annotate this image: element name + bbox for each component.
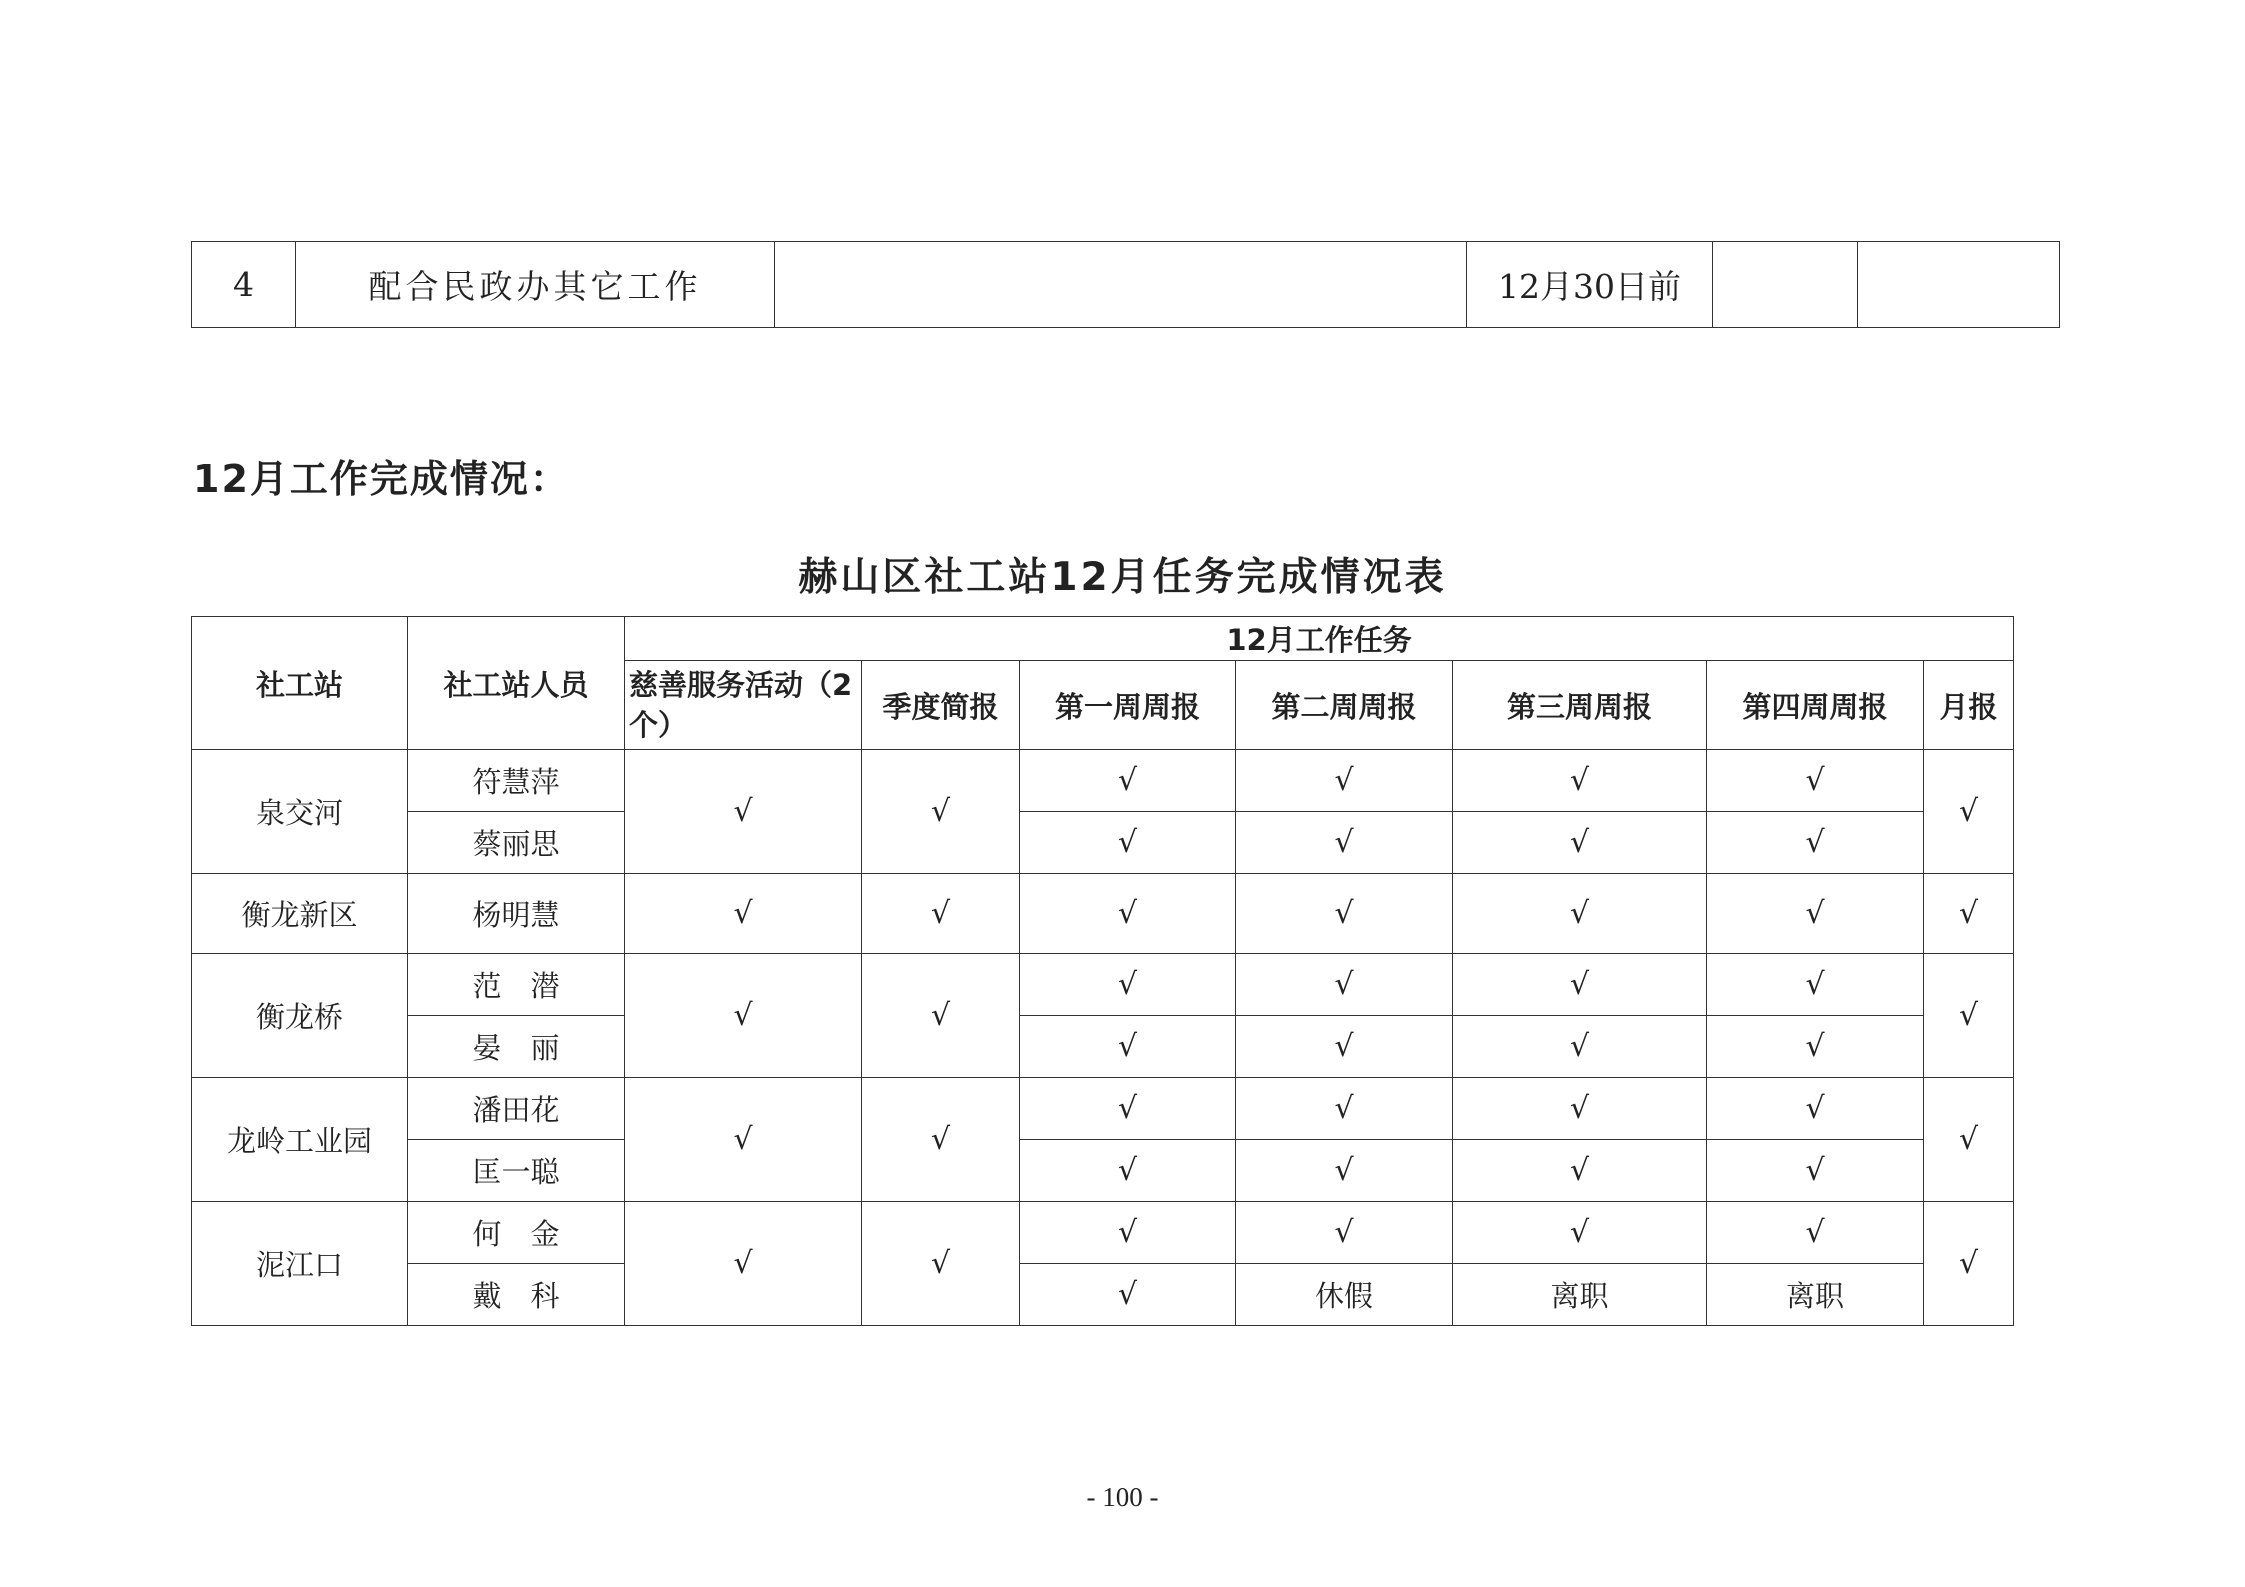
week1-status: √ [1020, 1078, 1236, 1140]
task-completion-table [191, 616, 2014, 1326]
week4-status: √ [1707, 750, 1924, 812]
task-description [775, 242, 1467, 328]
section-heading: 12月工作完成情况： [193, 457, 570, 501]
week3-status: √ [1453, 1202, 1707, 1264]
week4-status: √ [1707, 954, 1924, 1016]
staff-name: 何 金 [408, 1202, 625, 1264]
task-deadline: 12月30日前 [1467, 242, 1713, 328]
staff-name: 蔡丽思 [408, 812, 625, 874]
staff-name: 范 潜 [408, 954, 625, 1016]
week4-status: √ [1707, 1078, 1924, 1140]
table-row [192, 874, 2014, 954]
week3-status: √ [1453, 954, 1707, 1016]
week1-status: √ [1020, 1202, 1236, 1264]
staff-name: 符慧萍 [408, 750, 625, 812]
week1-status: √ [1020, 1016, 1236, 1078]
monthly-status: √ [1924, 874, 2014, 954]
week2-status: √ [1236, 874, 1453, 954]
week2-status: √ [1236, 1140, 1453, 1202]
week3-status: √ [1453, 812, 1707, 874]
table-row [192, 242, 2060, 328]
station-name: 泉交河 [192, 750, 408, 874]
week1-status: √ [1020, 1264, 1236, 1326]
table-title: 赫山区社工站12月任务完成情况表 [798, 555, 1447, 600]
week1-status: √ [1020, 750, 1236, 812]
week2-status: √ [1236, 1202, 1453, 1264]
week1-status: √ [1020, 874, 1236, 954]
table-row [192, 1202, 2014, 1264]
header-week2: 第二周周报 [1236, 661, 1453, 750]
week3-status: √ [1453, 1078, 1707, 1140]
week1-status: √ [1020, 812, 1236, 874]
staff-name: 匡一聪 [408, 1140, 625, 1202]
table-row [192, 1016, 2014, 1078]
week4-status: √ [1707, 1202, 1924, 1264]
week1-status: √ [1020, 1140, 1236, 1202]
table-row [192, 1264, 2014, 1326]
table-row [192, 954, 2014, 1016]
week2-status: √ [1236, 1078, 1453, 1140]
monthly-status: √ [1924, 954, 2014, 1078]
week3-status: √ [1453, 1140, 1707, 1202]
table-row [192, 812, 2014, 874]
monthly-status: √ [1924, 1202, 2014, 1326]
blank-cell [1713, 242, 1858, 328]
header-task-group: 12月工作任务 [625, 617, 2014, 661]
staff-name: 潘田花 [408, 1078, 625, 1140]
header-week4: 第四周周报 [1707, 661, 1924, 750]
header-charity: 慈善服务活动（2个） [625, 661, 862, 750]
header-station: 社工站 [192, 617, 408, 750]
station-name: 龙岭工业园 [192, 1078, 408, 1202]
header-quarterly: 季度简报 [862, 661, 1020, 750]
header-monthly: 月报 [1924, 661, 2014, 750]
table-row [192, 1078, 2014, 1140]
blank-cell [1858, 242, 2060, 328]
header-staff: 社工站人员 [408, 617, 625, 750]
week4-status: √ [1707, 874, 1924, 954]
monthly-status: √ [1924, 750, 2014, 874]
week2-status: √ [1236, 750, 1453, 812]
quarterly-status: √ [862, 874, 1020, 954]
week4-status: √ [1707, 1016, 1924, 1078]
charity-status: √ [625, 750, 862, 874]
row-number: 4 [192, 242, 296, 328]
station-name: 泥江口 [192, 1202, 408, 1326]
week2-status: √ [1236, 812, 1453, 874]
header-week3: 第三周周报 [1453, 661, 1707, 750]
quarterly-status: √ [862, 954, 1020, 1078]
table-row [192, 750, 2014, 812]
week2-status: √ [1236, 954, 1453, 1016]
week3-status: 离职 [1453, 1264, 1707, 1326]
week4-status: √ [1707, 1140, 1924, 1202]
week2-status: √ [1236, 1016, 1453, 1078]
week3-status: √ [1453, 1016, 1707, 1078]
staff-name: 晏 丽 [408, 1016, 625, 1078]
week4-status: 离职 [1707, 1264, 1924, 1326]
station-name: 衡龙新区 [192, 874, 408, 954]
quarterly-status: √ [862, 1078, 1020, 1202]
week1-status: √ [1020, 954, 1236, 1016]
station-name: 衡龙桥 [192, 954, 408, 1078]
staff-name: 杨明慧 [408, 874, 625, 954]
table-row [192, 1140, 2014, 1202]
page-number: - 100 - [1086, 1482, 1159, 1512]
top-task-table [191, 241, 2060, 328]
task-name: 配合民政办其它工作 [296, 242, 775, 328]
charity-status: √ [625, 1078, 862, 1202]
week3-status: √ [1453, 874, 1707, 954]
quarterly-status: √ [862, 750, 1020, 874]
charity-status: √ [625, 874, 862, 954]
charity-status: √ [625, 1202, 862, 1326]
staff-name: 戴 科 [408, 1264, 625, 1326]
week2-status: 休假 [1236, 1264, 1453, 1326]
monthly-status: √ [1924, 1078, 2014, 1202]
charity-status: √ [625, 954, 862, 1078]
quarterly-status: √ [862, 1202, 1020, 1326]
week4-status: √ [1707, 812, 1924, 874]
header-week1: 第一周周报 [1020, 661, 1236, 750]
week3-status: √ [1453, 750, 1707, 812]
